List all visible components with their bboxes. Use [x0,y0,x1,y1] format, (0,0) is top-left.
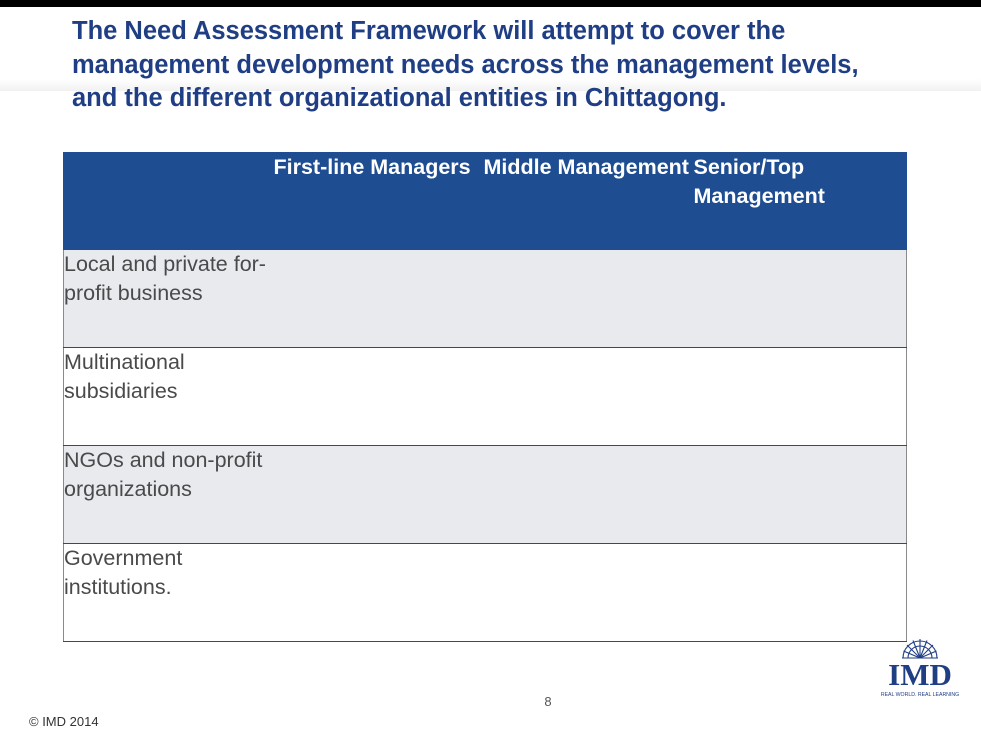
slide-title: The Need Assessment Framework will attempt to cover the management development needs across the management levels, and the different organizational entities in Chittagong. [72,17,859,112]
table-cell [484,446,694,544]
row-label: Multinational subsidiaries [64,348,274,446]
table-cell [694,446,907,544]
header-middle-management: Middle Management [484,153,694,250]
header-first-line-managers: First-line Managers [274,153,484,250]
table-cell [484,544,694,642]
table-row [64,544,907,642]
table-cell [694,348,907,446]
top-black-bar [0,0,981,7]
table-cell [484,348,694,446]
table-cell [484,250,694,348]
table-row [64,348,907,446]
row-label: Government institutions. [64,544,274,642]
table-header-row [64,153,907,250]
row-label: NGOs and non-profit organizations [64,446,274,544]
logo-wordmark: IMD [888,657,952,692]
row-label: Local and private for-profit business [64,250,274,348]
table-cell [694,544,907,642]
logo-tagline: REAL WORLD. REAL LEARNING [880,692,960,698]
table-cell [274,348,484,446]
header-corner-cell [64,153,274,250]
assessment-framework-table [63,152,907,642]
copyright-notice: © IMD 2014 [29,714,99,729]
table-cell [274,544,484,642]
header-senior-top-management: Senior/Top Management [694,153,907,250]
imd-logo [879,634,961,700]
table-row [64,446,907,544]
page-number: 8 [544,694,552,709]
table-cell [274,250,484,348]
table-cell [694,250,907,348]
sunburst-icon [902,639,938,658]
table-row [64,250,907,348]
table-cell [274,446,484,544]
